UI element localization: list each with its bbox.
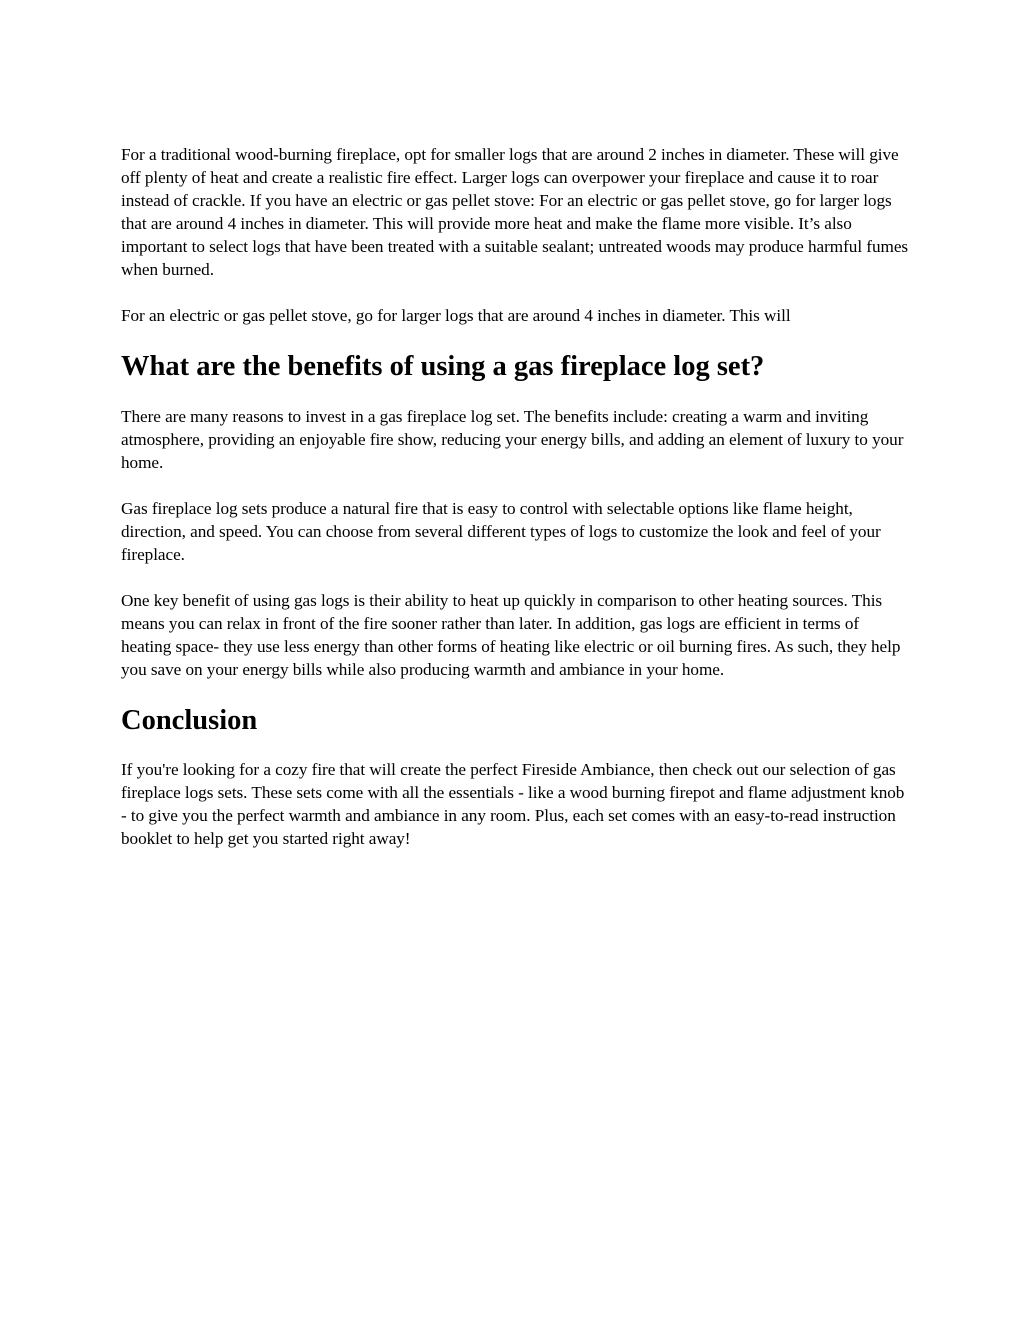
paragraph-pellet-stove: For an electric or gas pellet stove, go for larger logs that are around 4 inches in diameter. This will — [121, 306, 791, 325]
paragraph-reasons: There are many reasons to invest in a gas fireplace log set. The benefits include: creating a warm and inviting atmosphere, providing an enjoyable fire show, reducing your energy bills, and adding an element of luxury to your home. — [121, 407, 904, 472]
paragraph-natural-fire: Gas fireplace log sets produce a natural fire that is easy to control with selectable options like flame height, direction, and speed. You can choose from several different types of logs to customize the look and feel of your fireplace. — [121, 499, 881, 564]
document-page — [121, 143, 911, 850]
paragraph-key-benefit: One key benefit of using gas logs is their ability to heat up quickly in comparison to other heating sources. This means you can relax in front of the fire sooner rather than later. In addition, gas logs are efficient in terms of heating space- they use less energy than other forms of heating like electric or oil burning fires. As such, they help you save on your energy bills while also producing warmth and ambiance in your home. — [121, 591, 901, 679]
heading-conclusion: Conclusion — [121, 705, 258, 736]
paragraph-conclusion: If you're looking for a cozy fire that will create the perfect Fireside Ambiance, then check out our selection of gas fireplace logs sets. These sets come with all the essentials - like a wood burning firepot and flame adjustment knob - to give you the perfect warmth and ambiance in any room. Plus, each set comes with an easy-to-read instruction booklet to help get you started right away! — [121, 760, 905, 848]
paragraph-wood-burning-logs: For a traditional wood-burning fireplace, opt for smaller logs that are around 2 inches in diameter. These will give off plenty of heat and create a realistic fire effect. Larger logs can overpower your fireplace and cause it to roar instead of crackle. If you have an electric or gas pellet stove: For an electric or gas pellet stove, go for larger logs that are around 4 inches in diameter. This will provide more heat and make the flame more visible. It’s also important to select logs that have been treated with a suitable sealant; untreated woods may produce harmful fumes when burned. — [121, 145, 909, 279]
heading-benefits: What are the benefits of using a gas fireplace log set? — [121, 351, 765, 382]
